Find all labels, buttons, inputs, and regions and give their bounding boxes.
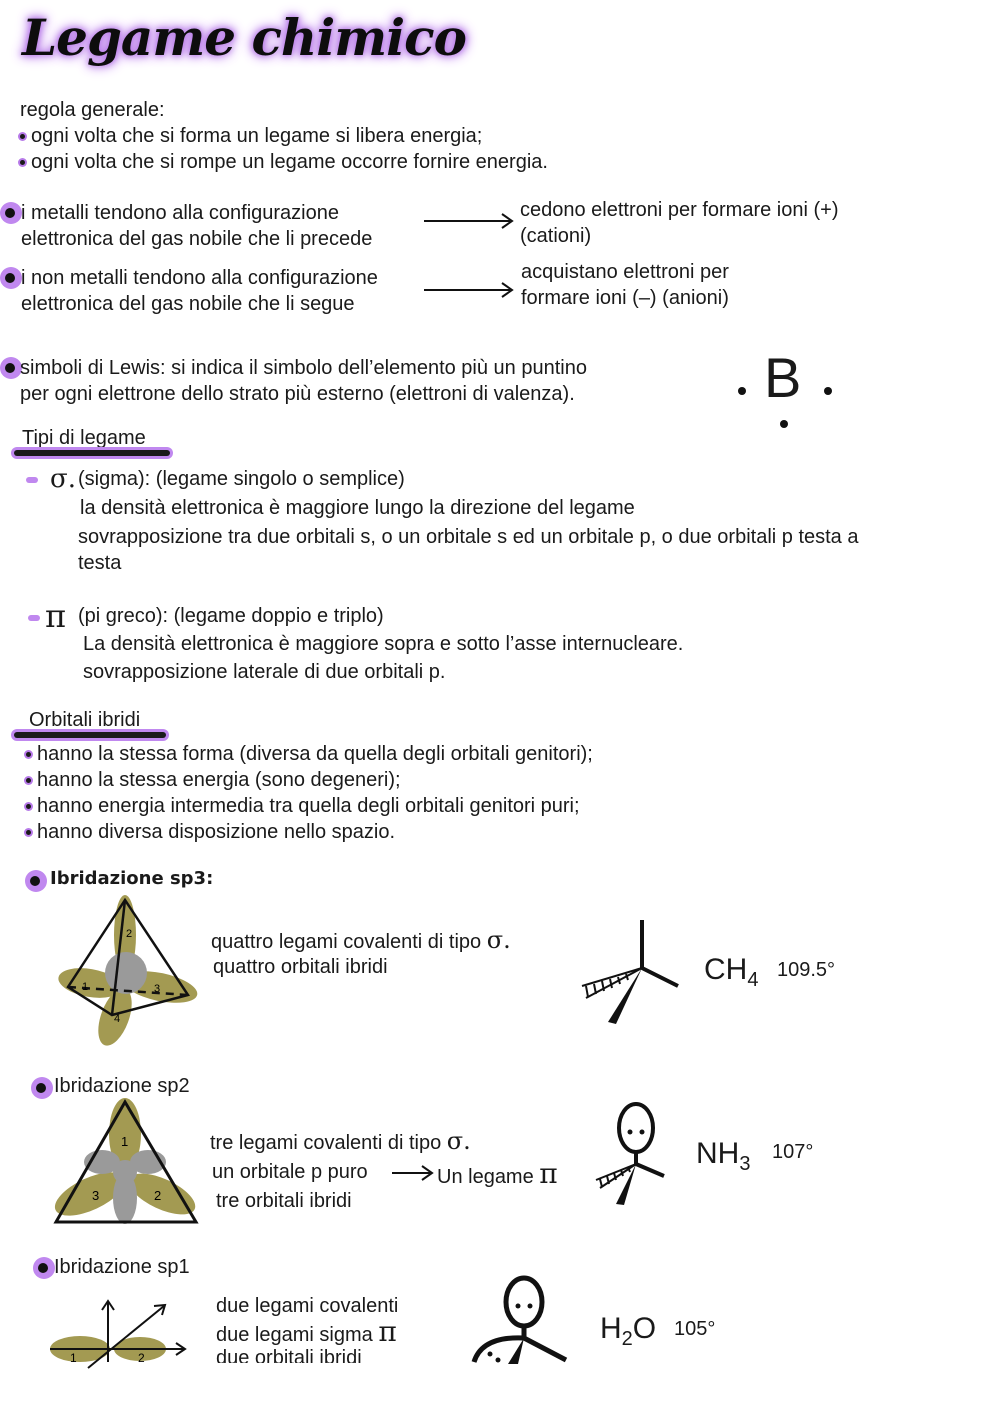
intro-bullet-2 — [20, 149, 548, 175]
sp3-line-2: quattro orbitali ibridi — [213, 956, 388, 978]
sp1-line-1: due legami covalenti — [216, 1295, 399, 1317]
molecule-formula-nh3 — [696, 1137, 750, 1181]
heading-underline — [14, 732, 166, 738]
lewis-line-2: per ogni elettrone dello strato più esterno (elettroni di valenza). — [20, 383, 575, 405]
molecule-formula-h2o — [600, 1312, 656, 1356]
sp2-line-1 — [210, 1128, 471, 1156]
molecule-text: CH — [704, 953, 748, 986]
arrow-right-icon — [424, 281, 516, 299]
heading-underline — [14, 450, 170, 456]
orbital-label: 3 — [92, 1188, 100, 1203]
bullet-blob-icon — [0, 357, 22, 379]
orbital-label: 1 — [70, 1351, 77, 1365]
section-heading-hybrid: Orbitali ibridi — [29, 709, 141, 731]
hybrid-bullet-4 — [26, 819, 395, 845]
sp1-line-3: due orbitali ibridi — [216, 1347, 362, 1363]
orbital-label: 2 — [126, 928, 133, 940]
metals-result-1: cedono elettroni per formare ioni (+) — [520, 199, 839, 221]
molecule-text: NH — [696, 1137, 740, 1170]
electron-dot-icon — [738, 387, 746, 395]
orbital-label: 1 — [121, 1134, 129, 1149]
linear-orbital-diagram — [48, 1296, 193, 1364]
sp1-line-2-text: due legami sigma — [216, 1324, 373, 1346]
sp2-line-2-text: un orbitale p puro — [212, 1161, 368, 1183]
sp2-line-2 — [212, 1159, 368, 1185]
sigma-line-2: la densità elettronica è maggiore lungo la direzione del legame — [80, 497, 635, 519]
lewis-symbol: B — [764, 346, 802, 409]
sigma-symbol: σ. — [486, 926, 511, 954]
pi-symbol: π — [539, 1157, 558, 1190]
sp2-line-1-text: tre legami covalenti di tipo — [210, 1132, 442, 1154]
molecule-subscript: 2 — [621, 1328, 633, 1350]
section-heading-bond-types: Tipi di legame — [22, 427, 146, 449]
ammonia-wedge-structure — [592, 1100, 672, 1210]
bullet-dot-icon — [26, 804, 31, 809]
arrow-right-icon — [392, 1164, 436, 1182]
orbital-label: 2 — [154, 1188, 162, 1203]
sp1-line-2 — [216, 1315, 397, 1348]
trigonal-orbital-diagram — [50, 1098, 200, 1230]
bullet-blob-icon — [33, 1257, 55, 1279]
nonmetals-result-2: formare ioni (–) (anioni) — [521, 287, 729, 309]
molecule-text: O — [632, 1312, 657, 1345]
arrow-right-icon — [424, 212, 516, 230]
electron-dot-icon — [780, 420, 788, 428]
bullet-text: hanno la stessa energia (sono degeneri); — [37, 769, 401, 791]
pi-line-1: (pi greco): (legame doppio e triplo) — [78, 605, 384, 627]
bullet-text: hanno la stessa forma (diversa da quella degli orbitali genitori); — [37, 743, 593, 765]
sp2-line-2b — [437, 1157, 558, 1190]
metals-line-2: elettronica del gas nobile che li precede — [21, 228, 373, 250]
orbital-label: 2 — [138, 1351, 145, 1365]
bullet-blob-icon — [0, 267, 22, 289]
bullet-blob-icon — [25, 870, 47, 892]
bullet-blob-icon — [0, 202, 22, 224]
sp3-line-1 — [211, 927, 511, 955]
water-structure — [468, 1276, 570, 1364]
metals-line-1: i metalli tendono alla configurazione — [21, 202, 339, 224]
methane-wedge-structure — [578, 916, 688, 1028]
bullet-dot-icon — [26, 752, 31, 757]
bullet-dot-icon — [20, 134, 25, 139]
pi-line-2: La densità elettronica è maggiore sopra e sotto l’asse internucleare. — [83, 633, 684, 655]
bullet-text: ogni volta che si forma un legame si libera energia; — [31, 125, 483, 147]
bond-angle-ch4: 109.5° — [777, 959, 836, 981]
nonmetals-result-1: acquistano elettroni per — [521, 261, 729, 283]
bullet-dot-icon — [26, 778, 31, 783]
orbital-label: 1 — [82, 981, 89, 993]
tetrahedral-orbital-diagram — [60, 895, 205, 1050]
hybrid-bullet-2 — [26, 767, 401, 793]
dash-bullet-icon — [28, 615, 40, 621]
sp2-heading: Ibridazione sp2 — [54, 1075, 190, 1097]
hybrid-bullet-3 — [26, 793, 580, 819]
sp1-heading: Ibridazione sp1 — [54, 1256, 190, 1278]
bullet-blob-icon — [31, 1077, 53, 1099]
bullet-text: hanno energia intermedia tra quella degli orbitali genitori puri; — [37, 795, 580, 817]
intro-heading: regola generale: — [20, 99, 165, 121]
sp2-line-3: tre orbitali ibridi — [216, 1190, 352, 1212]
molecule-subscript: 4 — [747, 969, 759, 991]
pi-symbol: π — [378, 1315, 397, 1348]
bullet-dot-icon — [26, 830, 31, 835]
sigma-line-3: sovrapposizione tra due orbitali s, o un orbitale s ed un orbitale p, o due orbitali p testa a — [78, 526, 859, 548]
orbital-label: 3 — [154, 983, 161, 995]
dash-bullet-icon — [26, 477, 38, 483]
sigma-line-1: (sigma): (legame singolo o semplice) — [78, 468, 405, 490]
bond-angle-nh3: 107° — [772, 1141, 814, 1163]
bullet-text: ogni volta che si rompe un legame occorre fornire energia. — [31, 151, 548, 173]
page-title: Legame chimico — [22, 8, 466, 67]
sigma-symbol: σ. — [50, 464, 77, 494]
sp3-line-1-text: quattro legami covalenti di tipo — [211, 931, 482, 953]
pi-symbol: π — [45, 597, 67, 635]
sigma-symbol: σ. — [446, 1127, 471, 1155]
electron-dot-icon — [824, 387, 832, 395]
orbital-label: 4 — [114, 1013, 121, 1025]
nonmetals-line-1: i non metalli tendono alla configurazione — [21, 267, 378, 289]
molecule-subscript: 3 — [739, 1153, 751, 1175]
bond-angle-h2o: 105° — [674, 1318, 716, 1340]
bullet-dot-icon — [20, 160, 25, 165]
lewis-line-1: simboli di Lewis: si indica il simbolo dell’elemento più un puntino — [20, 357, 587, 379]
sp3-heading: Ibridazione sp3: — [50, 868, 214, 889]
intro-bullet-1 — [20, 123, 482, 149]
pi-line-3: sovrapposizione laterale di due orbitali p. — [83, 661, 446, 683]
molecule-text: H — [600, 1312, 622, 1345]
bullet-text: hanno diversa disposizione nello spazio. — [37, 821, 396, 843]
hybrid-bullet-1 — [26, 741, 593, 767]
nonmetals-line-2: elettronica del gas nobile che li segue — [21, 293, 355, 315]
sp1-line-3-clip — [216, 1345, 476, 1363]
molecule-formula-ch4 — [704, 953, 758, 997]
metals-result-2: (cationi) — [520, 225, 592, 247]
sigma-line-4: testa — [78, 552, 122, 574]
sp2-line-2b-text: Un legame — [437, 1166, 534, 1188]
